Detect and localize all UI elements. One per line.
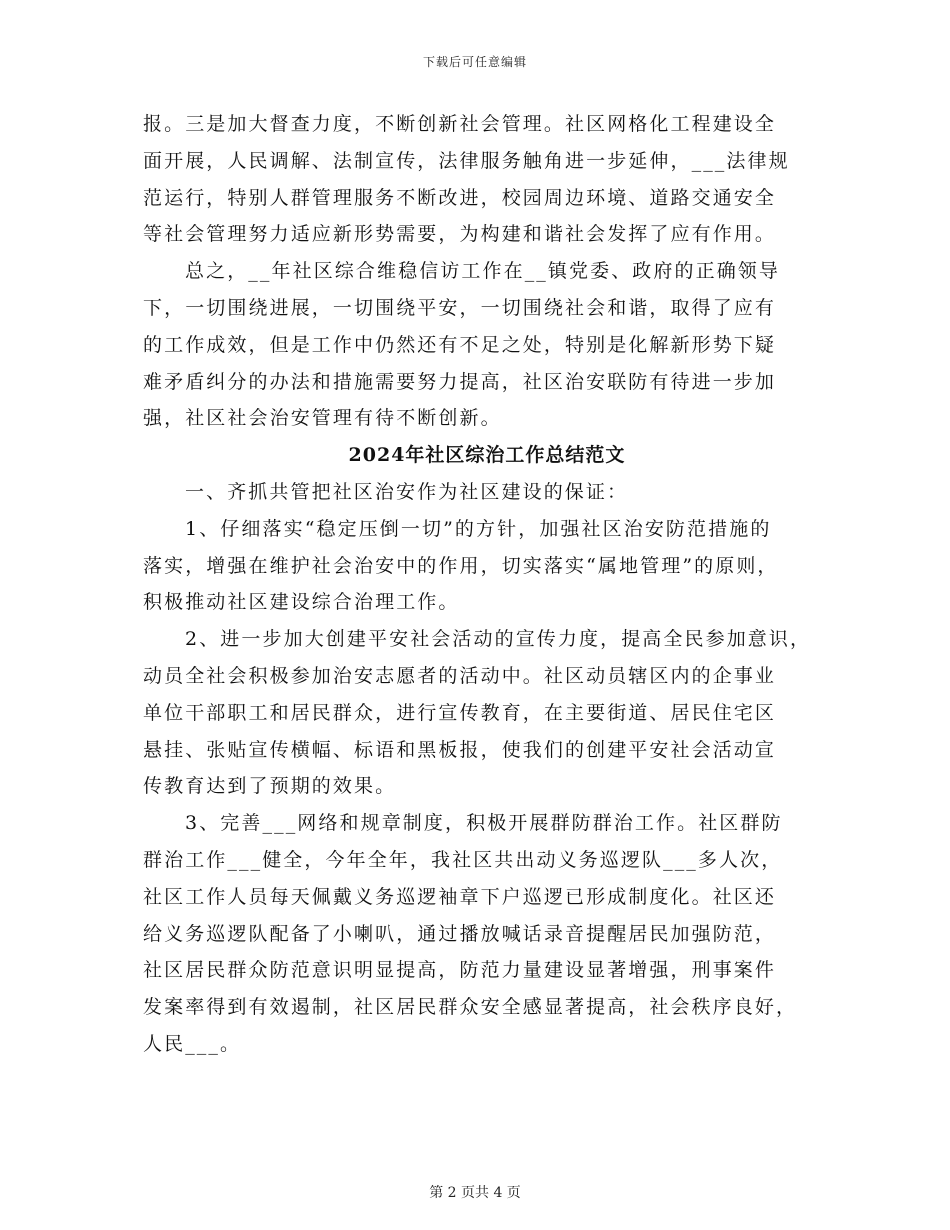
body-text-line: 的工作成效，但是工作中仍然还有不足之处，特别是化解新形势下疑 [143, 333, 777, 356]
body-text-line: 1、仔细落实“稳定压倒一切”的方针，加强社区治安防范措施的 [185, 517, 772, 540]
body-text-line: 强，社区社会治安管理有待不断创新。 [143, 407, 502, 430]
body-text-line: 3、完善___网络和规章制度，积极开展群防群治工作。社区群防 [185, 812, 783, 835]
body-text-line: 下，一切围绕进展，一切围绕平安，一切围绕社会和谐，取得了应有 [143, 296, 777, 319]
body-text-line: 积极推动社区建设综合治理工作。 [143, 591, 460, 614]
body-text-line: 社区居民群众防范意识明显提高，防范力量建设显著增强，刑事案件 [143, 959, 777, 982]
section-title: 2024年社区综治工作总结范文 [348, 444, 626, 467]
body-text-line: 范运行，特别人群管理服务不断改进，校园周边环境、道路交通安全 [143, 186, 777, 209]
body-text-line: 一、齐抓共管把社区治安作为社区建设的保证： [185, 480, 629, 503]
body-text-line: 动员全社会积极参加治安志愿者的活动中。社区动员辖区内的企事业 [143, 664, 777, 687]
body-text-line: 总之，__年社区综合维稳信访工作在__镇党委、政府的正确领导 [185, 260, 781, 283]
document-body [143, 106, 823, 1063]
body-text-line: 落实，增强在维护社会治安中的作用，切实落实“属地管理”的原则， [143, 554, 779, 577]
body-text-line: 单位干部职工和居民群众，进行宣传教育，在主要街道、居民住宅区 [143, 701, 777, 724]
body-text-line: 面开展，人民调解、法制宣传，法律服务触角进一步延伸，___法律规 [143, 149, 790, 172]
body-text-line: 社区工作人员每天佩戴义务巡逻袖章下户巡逻已形成制度化。社区还 [143, 885, 777, 908]
body-text-line: 传教育达到了预期的效果。 [143, 775, 397, 798]
body-text-line: 悬挂、张贴宣传横幅、标语和黑板报，使我们的创建平安社会活动宣 [143, 738, 777, 761]
body-text-line: 难矛盾纠分的办法和措施需要努力提高，社区治安联防有待进一步加 [143, 370, 777, 393]
body-text-line: 2、进一步加大创建平安社会活动的宣传力度，提高全民参加意识， [185, 628, 812, 651]
body-text-line: 等社会管理努力适应新形势需要，为构建和谐社会发挥了应有作用。 [143, 223, 777, 246]
page-footer-pagination: 第 2 页共 4 页 [429, 1185, 521, 1201]
body-text-line: 人民___。 [143, 1032, 242, 1055]
body-text-line: 报。三是加大督查力度，不断创新社会管理。社区网格化工程建设全 [143, 113, 777, 135]
body-text-line: 给义务巡逻队配备了小喇叭，通过播放喊话录音提醒居民加强防范， [143, 922, 777, 945]
body-text-line: 发案率得到有效遏制，社区居民群众安全感显著提高，社会秩序良好， [143, 996, 798, 1019]
page-header-note: 下载后可任意编辑 [422, 55, 527, 69]
body-text-line: 群治工作___健全，今年全年，我社区共出动义务巡逻队___多人次， [143, 848, 783, 871]
